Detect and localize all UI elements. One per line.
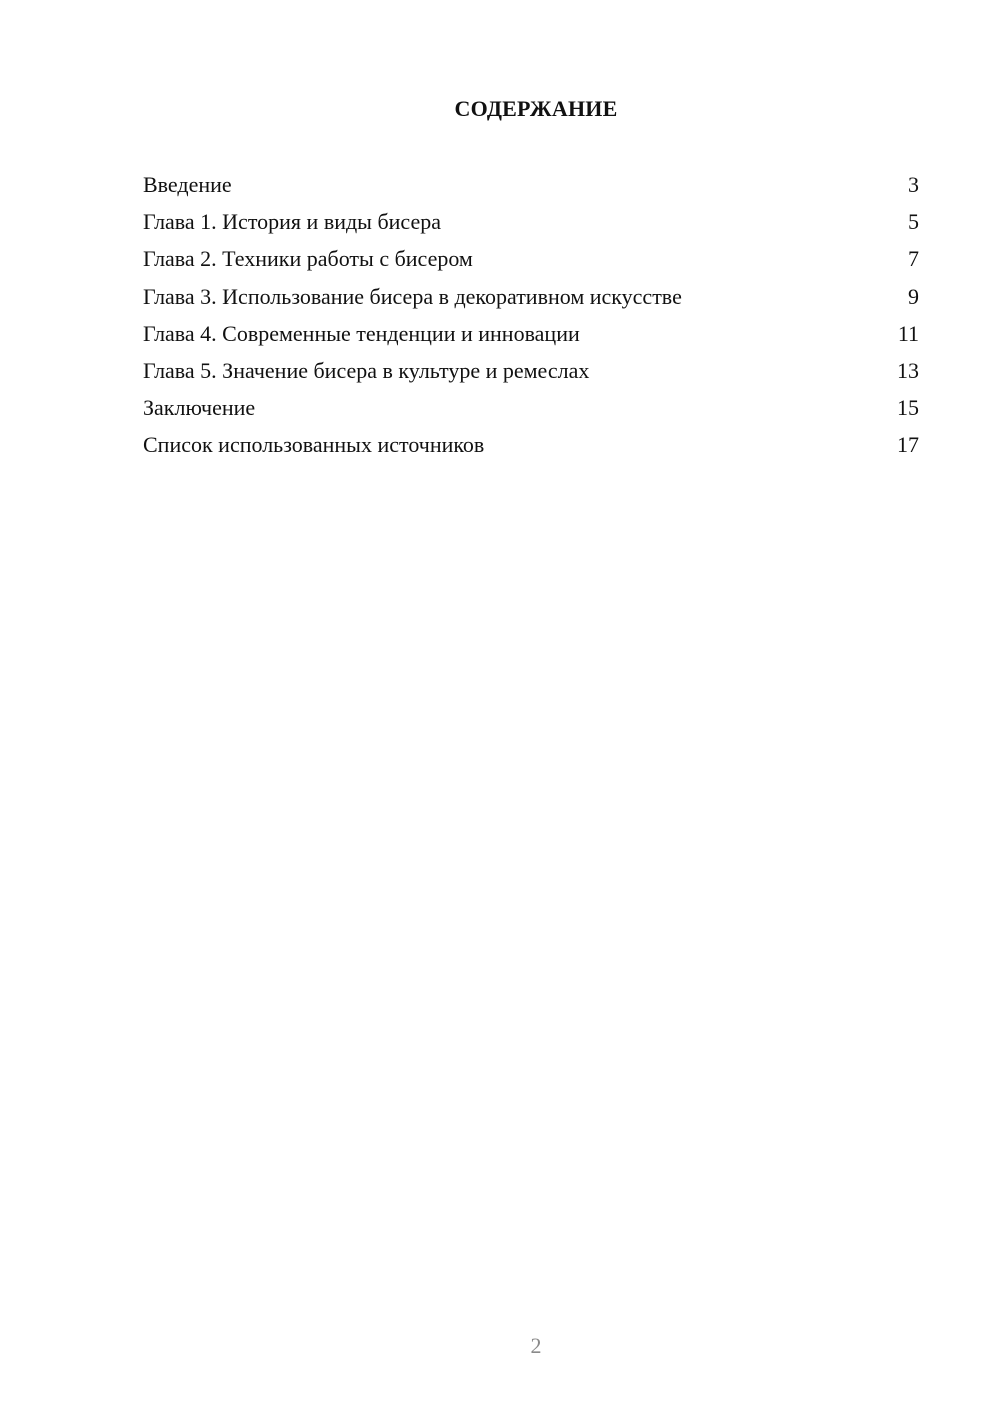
toc-entry-page: 17 bbox=[897, 432, 919, 458]
toc-entry-page: 7 bbox=[908, 246, 919, 272]
toc-entry-references[interactable] bbox=[143, 430, 919, 467]
toc-entry-page: 11 bbox=[897, 320, 919, 346]
toc-entry-label: Глава 1. История и виды бисера bbox=[143, 209, 441, 235]
toc-entry-label: Глава 5. Значение бисера в культуре и ремеслах bbox=[143, 357, 590, 383]
toc-entry-page: 9 bbox=[908, 283, 919, 309]
page-title: СОДЕРЖАНИЕ bbox=[454, 96, 618, 121]
toc-entry-label: Список использованных источников bbox=[143, 432, 485, 458]
toc-entry-chapter-4[interactable] bbox=[143, 319, 919, 356]
toc-entry-label: Глава 3. Использование бисера в декоративном искусстве bbox=[143, 283, 682, 309]
toc-entry-page: 13 bbox=[897, 357, 919, 383]
toc-entry-label: Глава 4. Современные тенденции и инновации bbox=[143, 320, 580, 346]
toc-entry-page: 3 bbox=[908, 172, 919, 197]
toc-entry-label: Заключение bbox=[143, 395, 256, 421]
toc-entry-introduction[interactable] bbox=[143, 170, 919, 207]
toc-entry-page: 15 bbox=[897, 395, 919, 421]
toc-entry-chapter-3[interactable] bbox=[143, 282, 919, 319]
toc-entry-chapter-1[interactable] bbox=[143, 207, 919, 244]
toc-entry-chapter-5[interactable] bbox=[143, 356, 919, 393]
toc-entry-chapter-2[interactable] bbox=[143, 244, 919, 281]
toc-entry-label: Введение bbox=[143, 172, 232, 197]
toc-entry-page: 5 bbox=[908, 209, 919, 235]
page-number: 2 bbox=[530, 1333, 542, 1358]
toc-entry-label: Глава 2. Техники работы с бисером bbox=[143, 246, 473, 272]
table-of-contents bbox=[143, 170, 919, 468]
toc-entry-conclusion[interactable] bbox=[143, 393, 919, 430]
